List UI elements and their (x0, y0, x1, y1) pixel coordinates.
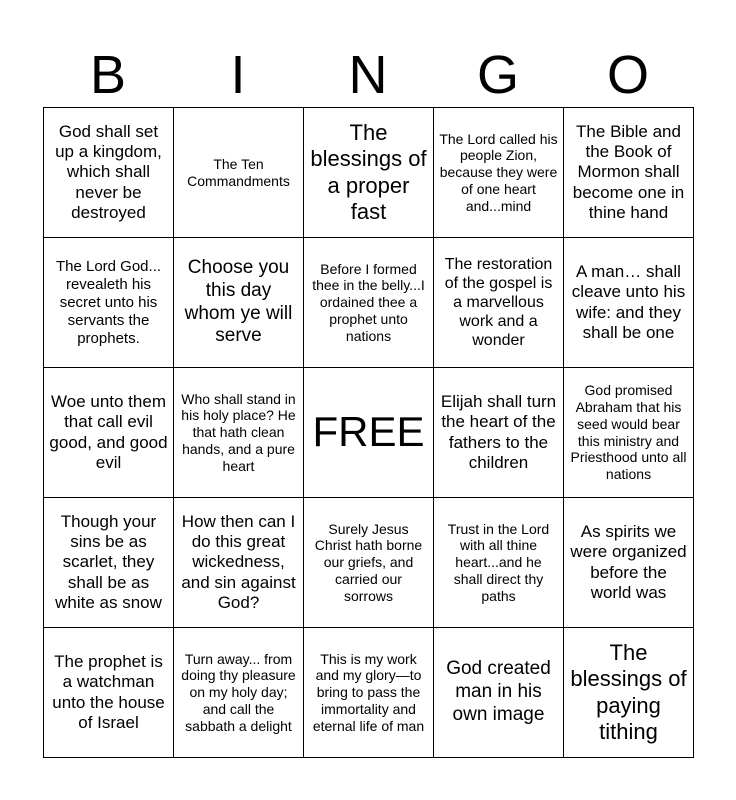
header-letter-b: B (89, 45, 127, 105)
bingo-cell[interactable]: Woe unto them that call evil good, and good evil (44, 368, 174, 498)
bingo-cell[interactable]: Before I formed thee in the belly...I ordained thee a prophet unto nations (304, 238, 434, 368)
bingo-cell[interactable]: The Lord God... revealeth his secret unto his servants the prophets. (44, 238, 174, 368)
bingo-cell[interactable]: Though your sins be as scarlet, they shall be as white as snow (44, 498, 174, 628)
bingo-cell[interactable]: The blessings of paying tithing (564, 628, 694, 758)
bingo-cell[interactable]: Surely Jesus Christ hath borne our griefs, and carried our sorrows (304, 498, 434, 628)
bingo-cell[interactable]: The Bible and the Book of Mormon shall become one in thine hand (564, 108, 694, 238)
bingo-header (43, 40, 693, 110)
bingo-cell[interactable]: Elijah shall turn the heart of the fathers to the children (434, 368, 564, 498)
bingo-cell[interactable]: God shall set up a kingdom, which shall never be destroyed (44, 108, 174, 238)
bingo-cell[interactable]: Trust in the Lord with all thine heart...and he shall direct thy paths (434, 498, 564, 628)
bingo-cell[interactable]: Who shall stand in his holy place? He that hath clean hands, and a pure heart (174, 368, 304, 498)
board-row (44, 368, 694, 498)
bingo-board (43, 107, 694, 758)
bingo-cell[interactable]: A man… shall cleave unto his wife: and they shall be one (564, 238, 694, 368)
board-row (44, 108, 694, 238)
header-letter-g: G (476, 45, 519, 105)
bingo-cell[interactable]: God created man in his own image (434, 628, 564, 758)
header-letter-o: O (606, 45, 649, 105)
header-letter-n: N (348, 45, 388, 105)
board-row (44, 628, 694, 758)
header-letter-i: I (230, 45, 246, 105)
board-row (44, 498, 694, 628)
bingo-cell[interactable]: How then can I do this great wickedness, and sin against God? (174, 498, 304, 628)
bingo-cell[interactable]: The blessings of a proper fast (304, 108, 434, 238)
bingo-cell[interactable]: God promised Abraham that his seed would bear this ministry and Priesthood unto all nations (564, 368, 694, 498)
bingo-cell[interactable]: The Ten Commandments (174, 108, 304, 238)
bingo-cell[interactable]: The prophet is a watchman unto the house of Israel (44, 628, 174, 758)
free-space-cell[interactable]: FREE (304, 368, 434, 498)
bingo-cell[interactable]: Choose you this day whom ye will serve (174, 238, 304, 368)
board-row (44, 238, 694, 368)
bingo-cell[interactable]: The Lord called his people Zion, because they were of one heart and...mind (434, 108, 564, 238)
bingo-cell[interactable]: Turn away... from doing thy pleasure on my holy day; and call the sabbath a delight (174, 628, 304, 758)
bingo-cell[interactable]: The restoration of the gospel is a marvellous work and a wonder (434, 238, 564, 368)
bingo-cell[interactable]: This is my work and my glory—to bring to pass the immortality and eternal life of man (304, 628, 434, 758)
bingo-cell[interactable]: As spirits we were organized before the world was (564, 498, 694, 628)
